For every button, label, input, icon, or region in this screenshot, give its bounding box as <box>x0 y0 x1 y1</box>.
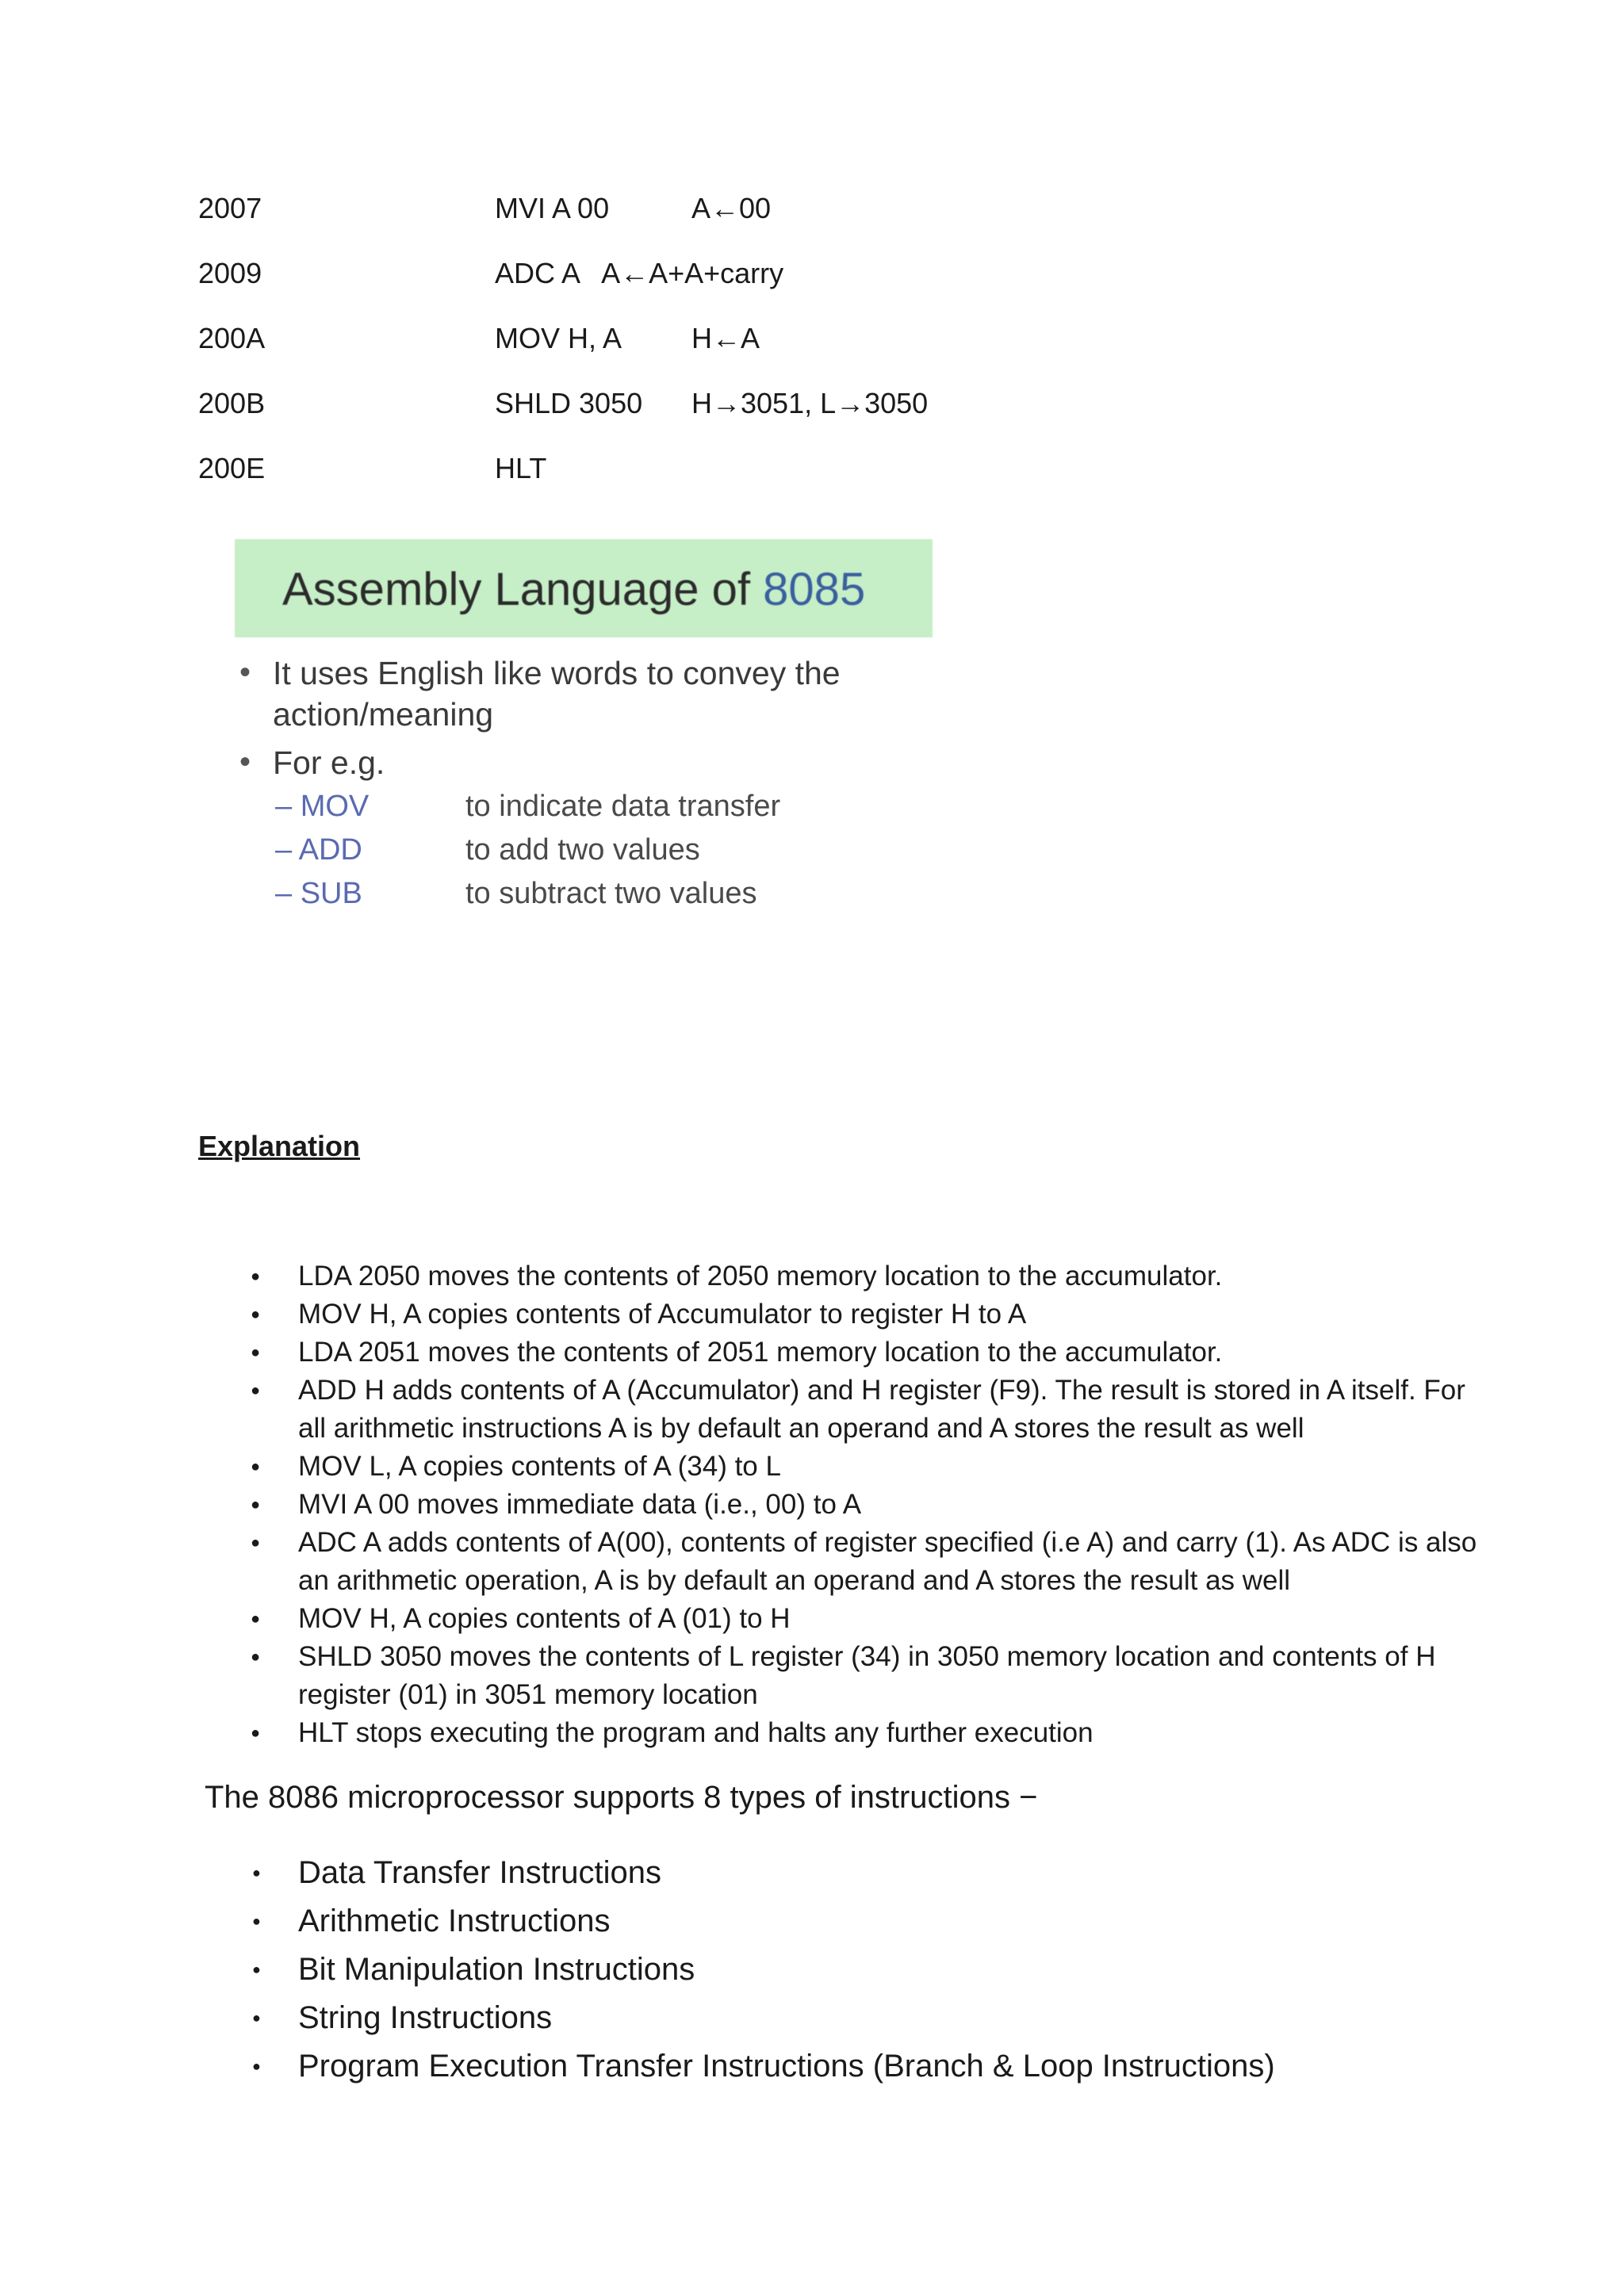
code-address: 2007 <box>198 192 262 224</box>
bullet-dot-icon: • <box>239 655 251 690</box>
explanation-item: ● SHLD 3050 moves the contents of L register (34) in 3050 memory location and contents of H register (01) in 3051 memory location <box>246 1638 1483 1714</box>
slide-title <box>282 563 865 616</box>
explanation-item: ● HLT stops executing the program and halts any further execution <box>246 1714 1483 1752</box>
code-instruction: MOV H, A <box>495 322 622 354</box>
code-instruction: ADC A A←A+A+carry <box>495 257 784 289</box>
code-address: 200B <box>198 387 266 419</box>
code-instruction: HLT <box>495 452 547 484</box>
section-heading: Explanation <box>198 1130 361 1162</box>
explanation-item: ● MVI A 00 moves immediate data (i.e., 00) to A <box>246 1486 1483 1524</box>
instruction-type-item: ● Bit Manipulation Instructions <box>246 1950 1483 1999</box>
explanation-item: ● LDA 2051 moves the contents of 2051 memory location to the accumulator. <box>246 1334 1483 1372</box>
explanation-item: ● LDA 2050 moves the contents of 2050 memory location to the accumulator. <box>246 1257 1483 1295</box>
code-listing <box>198 192 1308 517</box>
explanation-list <box>246 1257 1483 1752</box>
code-instruction: SHLD 3050 <box>495 387 643 419</box>
instruction-type-item: ● String Instructions <box>246 1999 1483 2047</box>
code-address: 200E <box>198 452 266 484</box>
code-comment: A←00 <box>691 192 772 224</box>
example-term: – SUB <box>275 877 362 910</box>
instruction-type-item: ● Arithmetic Instructions <box>246 1902 1483 1950</box>
code-row <box>198 322 1308 387</box>
code-row <box>198 192 1308 257</box>
instruction-types-intro: The 8086 microprocessor supports 8 types of instructions − <box>205 1780 1038 1815</box>
explanation-item: ● MOV L, A copies contents of A (34) to L <box>246 1448 1483 1486</box>
code-comment: H←A <box>691 322 760 354</box>
slide-title-text: Assembly Language of <box>282 564 764 615</box>
explanation-item: ● ADD H adds contents of A (Accumulator) and H register (F9). The result is stored in A itself. For all arithmetic instructions A is by default an operand and A stores the result as well <box>246 1372 1483 1448</box>
slide-bullet-text: action/meaning <box>273 696 494 733</box>
example-term: – ADD <box>275 833 362 867</box>
slide-bullet-text: For e.g. <box>273 744 385 781</box>
explanation-item: ● MOV H, A copies contents of Accumulator to register H to A <box>246 1295 1483 1334</box>
code-instruction: MVI A 00 <box>495 192 610 224</box>
code-row <box>198 257 1308 322</box>
instruction-type-item: ● Program Execution Transfer Instructions (Branch & Loop Instructions) <box>246 2047 1483 2095</box>
explanation-item: ● ADC A adds contents of A(00), contents of register specified (i.e A) and carry (1). As ADC is also an arithmetic operation, A is by default an operand and A stores the result as well <box>246 1524 1483 1600</box>
example-desc: to add two values <box>465 833 700 867</box>
code-row <box>198 452 1308 517</box>
code-address: 200A <box>198 322 266 354</box>
instruction-type-item: ● Data Transfer Instructions <box>246 1854 1483 1902</box>
instruction-types-list <box>246 1854 1483 2095</box>
code-comment: H→3051, L→3050 <box>691 387 929 419</box>
example-desc: to indicate data transfer <box>465 790 781 823</box>
explanation-item: ● MOV H, A copies contents of A (01) to H <box>246 1600 1483 1638</box>
slide-image <box>232 536 937 932</box>
slide-title-banner <box>235 539 933 637</box>
slide-bullet-text: It uses English like words to convey the <box>273 655 841 691</box>
example-term: – MOV <box>275 790 370 823</box>
slide-title-accent: 8085 <box>763 564 866 615</box>
code-address: 2009 <box>198 257 262 289</box>
code-row <box>198 387 1308 452</box>
example-desc: to subtract two values <box>465 877 757 910</box>
bullet-dot-icon: • <box>239 744 251 779</box>
